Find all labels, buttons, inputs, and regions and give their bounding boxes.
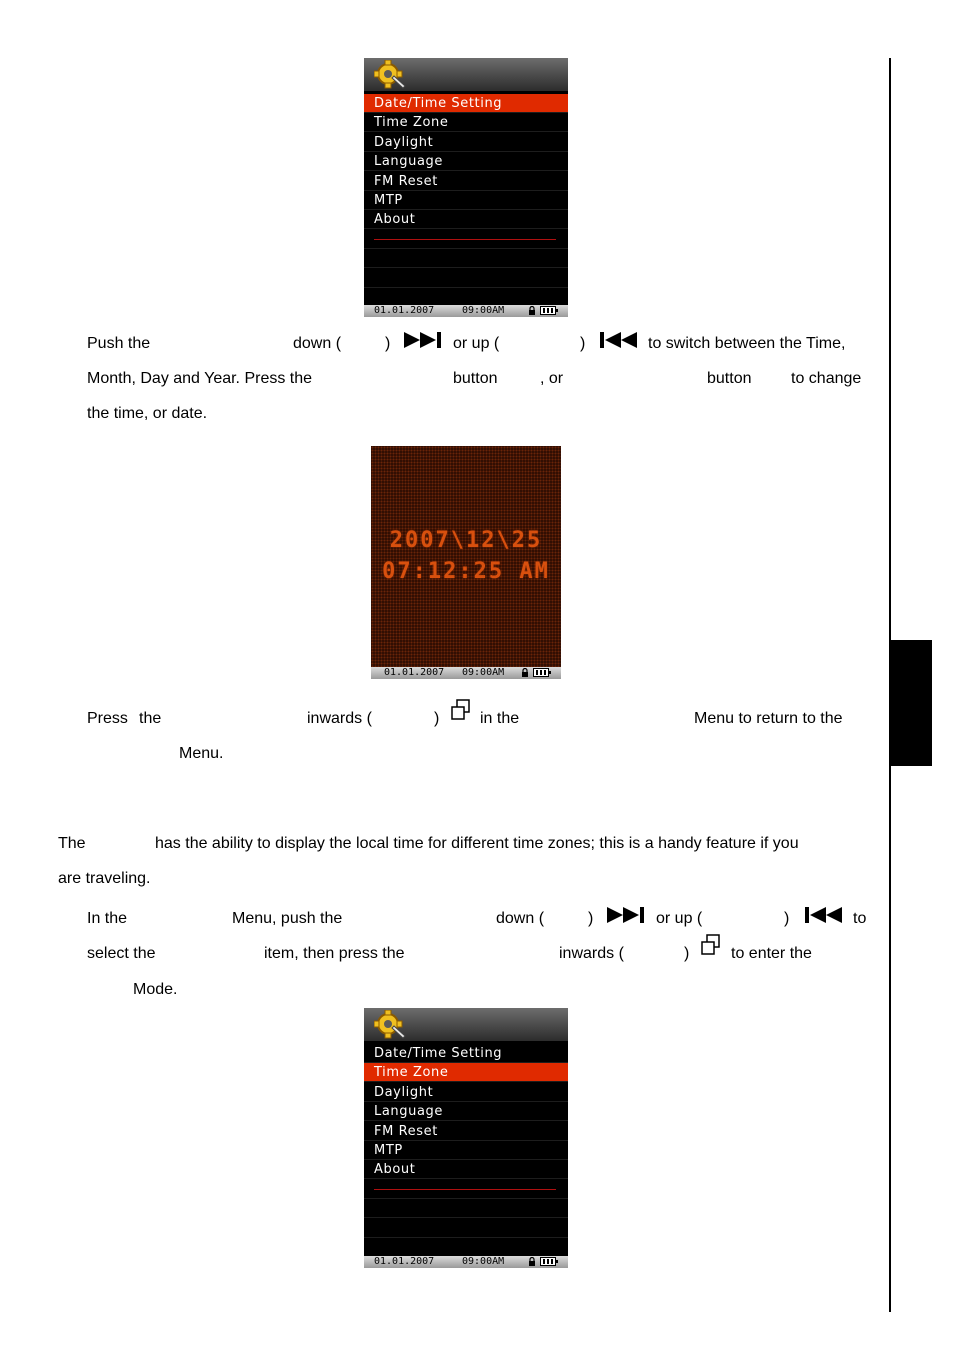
p1-or-up: or up ( [453,335,500,352]
settings-gear-icon [374,1010,406,1040]
menu-item[interactable]: MTP [364,191,568,210]
p4-paren: ) [588,910,594,927]
p4-in-the: In the [87,910,128,927]
menu-item[interactable]: Date/Time Setting [364,1044,568,1063]
menu-item[interactable]: FM Reset [364,1122,568,1141]
status-bar [364,305,568,317]
next-track-icon [607,906,645,924]
status-date: 01.01.2007 [374,305,435,316]
p2-paren: ) [434,710,440,727]
menu-item[interactable]: FM Reset [364,172,568,191]
clock-date-display: 2007\12\25 [389,528,543,553]
next-track-icon [404,331,442,349]
p1-line2-start: Month, Day and Year. Press the [87,370,313,387]
menu-item[interactable]: MTP [364,1141,568,1160]
settings-menu-screen-date-time [364,58,568,317]
p4-to: to [853,910,867,927]
p3-line2: are traveling. [58,870,151,887]
p4-menu-push: Menu, push the [232,910,343,927]
p4-paren2: ) [784,910,790,927]
menu-item[interactable]: Time Zone [364,1063,568,1082]
p2-menu-return: Menu to return to the [694,710,843,727]
status-date: 01.01.2007 [374,1256,435,1267]
p4-down: down ( [496,910,545,927]
p1-button: button [453,370,498,387]
empty-menu-row [364,1238,568,1257]
status-bar [371,667,561,679]
p2-menu: Menu. [179,745,224,762]
enter-icon [451,699,471,721]
enter-icon [701,934,721,956]
p1-button2: button [707,370,752,387]
p1-switch-text: to switch between the Time, [648,335,846,352]
screen-title-bar [364,1008,568,1041]
p2-press: Press [87,710,128,727]
status-time: 09:00AM [462,1256,505,1267]
p2-in-the: in the [480,710,520,727]
status-bar [364,1256,568,1268]
p3-the: The [58,835,86,852]
lock-icon [521,668,529,677]
p2-inwards: inwards ( [307,710,372,727]
clock-screen [371,446,561,679]
lock-icon [528,306,536,315]
p1-push-the: Push the [87,335,151,352]
p1-down: down ( [293,335,342,352]
p4-or-up: or up ( [656,910,703,927]
p4-select-the: select the [87,945,156,962]
p4-to-enter: to enter the [731,945,812,962]
empty-menu-row [364,1199,568,1218]
p1-line3: the time, or date. [87,405,208,422]
p1-or: , or [540,370,564,387]
empty-menu-row [364,230,568,249]
p4-item-press: item, then press the [264,945,405,962]
battery-icon [533,668,551,677]
empty-menu-row [364,269,568,288]
menu-item[interactable]: About [364,210,568,229]
p2-the: the [139,710,162,727]
menu-item[interactable]: Language [364,1102,568,1121]
p4-inwards: inwards ( [559,945,624,962]
settings-gear-icon [374,60,406,90]
menu-item[interactable]: Date/Time Setting [364,94,568,113]
empty-menu-row [364,1180,568,1199]
status-date: 01.01.2007 [384,667,445,678]
battery-icon [540,1257,558,1266]
p3-line1: has the ability to display the local time for different time zones; this is a handy feature if you [155,835,799,852]
battery-icon [540,306,558,315]
p1-to-change: to change [791,370,862,387]
previous-track-icon [599,331,637,349]
empty-menu-row [364,1219,568,1238]
status-time: 09:00AM [462,305,505,316]
p1-paren: ) [385,335,391,352]
section-tab [891,640,932,766]
menu-item[interactable]: Daylight [364,1083,568,1102]
screen-title-bar [364,58,568,91]
status-time: 09:00AM [462,667,505,678]
menu-item[interactable]: Language [364,152,568,171]
menu-item[interactable]: Daylight [364,133,568,152]
empty-menu-row [364,249,568,268]
menu-item[interactable]: About [364,1160,568,1179]
p4-paren3: ) [684,945,690,962]
lock-icon [528,1257,536,1266]
clock-time-display: 07:12:25 AM [382,559,550,584]
p1-paren2: ) [580,335,586,352]
p4-mode: Mode. [133,981,178,998]
menu-item[interactable]: Time Zone [364,113,568,132]
settings-menu-screen-time-zone [364,1008,568,1268]
previous-track-icon [804,906,842,924]
